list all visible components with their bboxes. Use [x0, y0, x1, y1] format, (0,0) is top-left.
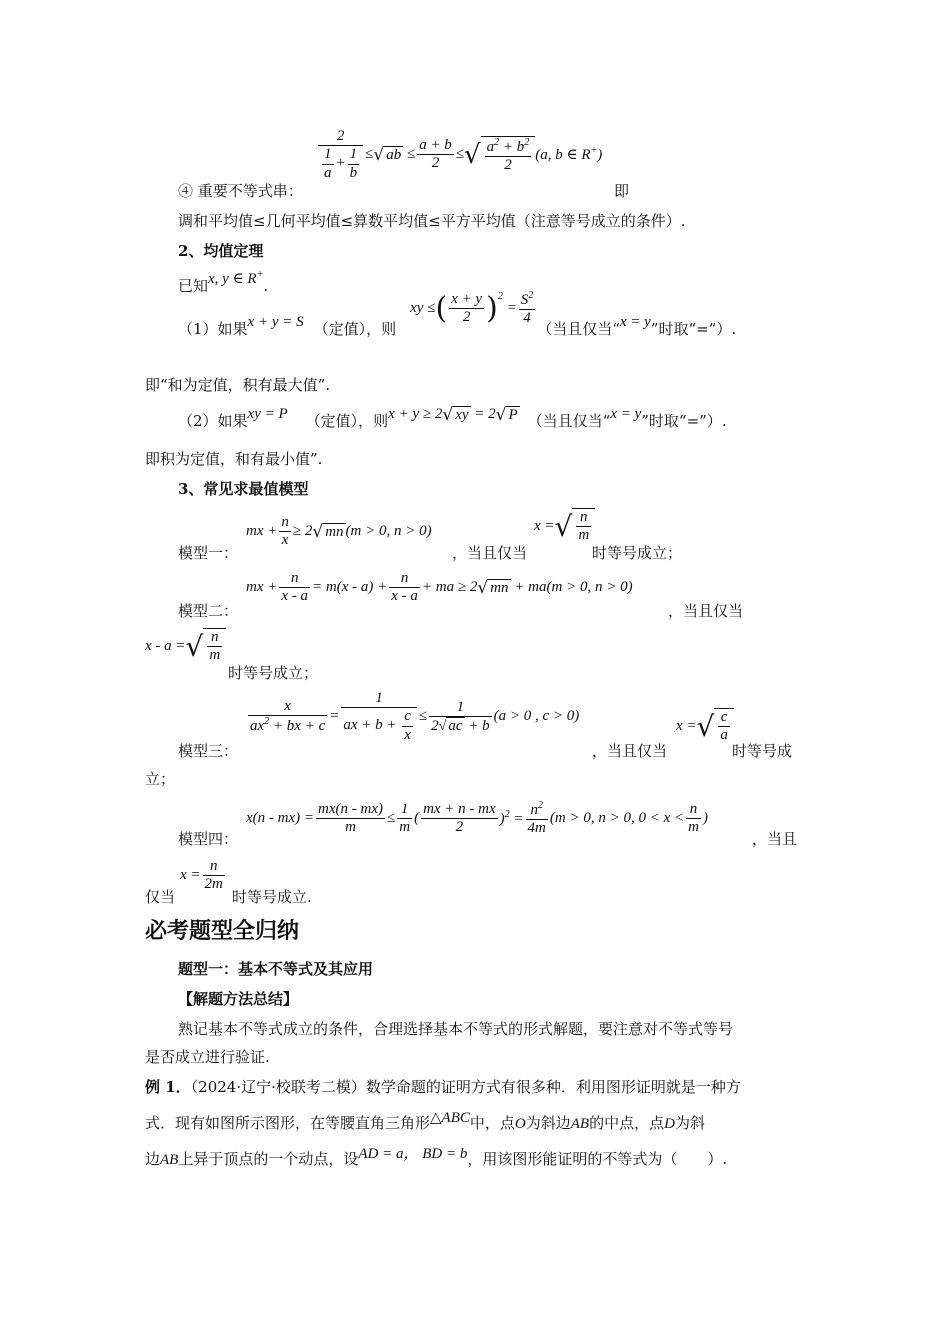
- type1-desc-1: 熟记基本不等式成立的条件，合理选择基本不等式的形式解题，要注意对不等式等号: [178, 1020, 734, 1038]
- sec2-case1: （1）如果 x + y = S （定值），则 xy ≤ ( $\frac{x + y}{2}$ ) 2 = $\frac{S^2}{4}$ （当且仅当“ x = y ”时取“=”）.: [178, 290, 737, 339]
- model1-cond: ，当且仅当: [452, 544, 528, 562]
- type1-method: 【解题方法总结】: [178, 990, 299, 1008]
- model4-formula: x(n - mx) = $\frac{mx(n - mx)}{m}$ ≤ $\frac{1}{m}$ ( $\frac{mx + n - mx}{2}$ )$^2$ = $\frac{n^2}{4m}$ (m > 0, n > 0, 0 < x < $\frac{n}{m}$ ): [246, 800, 708, 837]
- model2-end: 时等号成立；: [228, 664, 319, 682]
- model3-cond: ，当且仅当: [592, 742, 668, 760]
- example1-line1: 例 1．（2024·辽宁·校联考二模）数学命题的证明方式有很多种．利用图形证明就是一种方: [145, 1078, 741, 1096]
- sec3-heading: 3、常见求最值模型: [178, 480, 309, 498]
- inequality-chain-formula: 2 $\frac{1}{a}$ + $\frac{1}{b}$ ≤ √ ab ≤ $\frac{a + b}{2}$ ≤ √ $\frac{a^2 + b^2}{2}$ (a, b ∈ R+): [316, 128, 602, 182]
- sec2-case2-summary: 即积为定值，和有最小值”.: [145, 450, 323, 468]
- model1-label: 模型一：: [178, 544, 239, 562]
- model3-eq: x = √ $\frac{c}{a}$: [676, 708, 734, 745]
- model1-end: 时等号成立；: [592, 544, 683, 562]
- item4-label: ④ 重要不等式串：: [178, 182, 303, 200]
- model4-eq: x = $\frac{n}{2m}$: [180, 858, 223, 893]
- type1-heading: 题型一：基本不等式及其应用: [178, 960, 374, 978]
- sec2-given: 已知x, y ∈ R+.: [178, 269, 269, 295]
- model1-formula: mx + $\frac{n}{x}$ ≥ 2 √ mn (m > 0, n > 0): [246, 514, 432, 549]
- model2-eq: x - a = √ $\frac{n}{m}$: [145, 628, 226, 665]
- model1-eq: x = √ $\frac{n}{m}$: [534, 508, 595, 545]
- example1-line3: 边AB上异于顶点的一个动点，设AD = a， BD = b，用该图形能证明的不等式为（ ）.: [145, 1146, 728, 1168]
- model3-end-b: 立；: [145, 770, 176, 788]
- model3-formula: $\frac{x}{ax^2 + bx + c}$ = 1 ax + b + $\frac{c}{x}$ ≤ $\frac{1}{2√ ac + b}$ (a > 0 , c > 0): [250, 690, 580, 743]
- model2-label: 模型二：: [178, 602, 239, 620]
- sec2-case1-summary: 即“和为定值，积有最大值”.: [145, 376, 331, 394]
- sec2-case2: （2）如果 xy = P （定值），则 x + y ≥ 2 √ xy = 2 √ P （当且仅当“ x = y ”时取“=”）.: [178, 404, 727, 430]
- model4-end-b: 时等号成立.: [232, 888, 312, 906]
- model4-end-a: 仅当: [145, 888, 176, 906]
- model4-label: 模型四：: [178, 830, 239, 848]
- example1-line2: 式．现有如图所示图形，在等腰直角三角形△ABC中，点O为斜边AB的中点，点D为斜: [145, 1110, 705, 1132]
- item4-chain: 调和平均值≤几何平均值≤算数平均值≤平方平均值（注意等号成立的条件）.: [178, 212, 686, 230]
- model3-label: 模型三：: [178, 742, 239, 760]
- model2-cond: ，当且仅当: [668, 602, 744, 620]
- section-title: 必考题型全归纳: [145, 919, 300, 944]
- type1-desc-2: 是否成立进行验证.: [145, 1048, 270, 1066]
- sec2-heading: 2、均值定理: [178, 242, 264, 260]
- model2-formula: mx + $\frac{n}{x - a}$ = m(x - a) + $\frac{n}{x - a}$ + ma ≥ 2 √ mn + ma(m > 0, n > 0): [246, 570, 633, 605]
- model4-cond: ，当且: [752, 830, 798, 848]
- model3-end-a: 时等号成: [732, 742, 793, 760]
- item4-ji: 即: [614, 182, 630, 200]
